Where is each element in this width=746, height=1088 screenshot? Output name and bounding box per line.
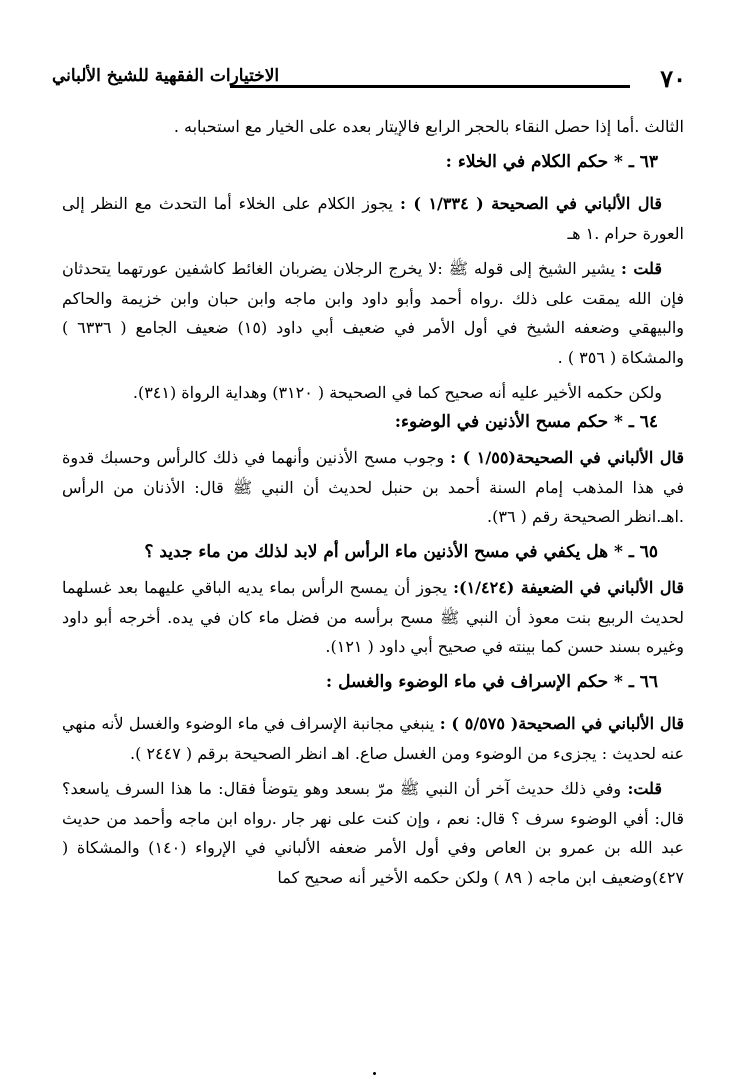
section-heading: ٦٤ ـ * حكم مسح الأذنين في الوضوء: <box>394 411 658 432</box>
paragraph: قلت: وفي ذلك حديث آخر أن النبي ﷺ مرّ بسعد وهو يتوضأ فقال: ما هذا السرف ياسعد؟ قال: أفي الوضوء سرف ؟ قال: نعم ، وإن كنت على نهر جار .رواه ابن ماجه وأحمد من حديث عبد الله بن عمرو بن العاص وفي أول الأمر ضعفه الألباني في الإرواء (١٤٠) والمشكاة ( ٤٢٧)وضعيف ابن ماجه ( ٨٩ ) ولكن حكمه الأخير أنه صحيح كما <box>62 779 684 887</box>
running-title: الاختيارات الفقهية للشيخ الألباني <box>52 66 280 86</box>
paragraph: قال الألباني في الضعيفة (١/٤٢٤): يجوز أن يمسح الرأس بماء يديه الباقي عليهما بعد غسلهما لحديث الربيع بنت معوذ أن النبي ﷺ مسح برأسه من فضل ماء كان في يده. أخرجه أبو داود وغيره بسند حسن كما بينته في صحيح أبي داود ( ١٢١). <box>62 578 684 656</box>
section-heading: ٦٥ ـ * هل يكفي في مسح الأذنين ماء الرأس أم لابد لذلك من ماء جديد ؟ <box>144 541 658 562</box>
paragraph: قال الألباني في الصحيحة ( ١/٣٣٤ ) : يجوز الكلام على الخلاء أما التحدث مع النظر إلى العورة حرام .١ هـ <box>62 194 684 243</box>
section-heading: ٦٦ ـ * حكم الإسراف في ماء الوضوء والغسل : <box>325 671 658 692</box>
section-heading: ٦٣ ـ * حكم الكلام في الخلاء : <box>445 151 658 172</box>
paragraph: الثالث .أما إذا حصل النقاء بالحجر الرابع فالإيتار بعده على الخيار مع استحبابه . <box>173 117 684 136</box>
paragraph: قلت : يشير الشيخ إلى قوله ﷺ :لا يخرج الرجلان يضربان الغائط كاشفين عورتهما يتحدثان فإن الله يمقت على ذلك .رواه أحمد وأبو داود وابن ماجه وابن حبان وابن خزيمة والحاكم والبيهقي وضعفه الشيخ في أول الأمر في ضعيف أبي داود (١٥) ضعيف الجامع ( ٦٣٣٦ ) والمشكاة ( ٣٥٦ ) . <box>62 259 685 367</box>
paragraph: قال الألباني في الصحيحة( ٥/٥٧٥ ) : ينبغي مجانبة الإسراف في ماء الوضوء والغسل لأنه منهي عنه لحديث : يجزىء من الوضوء ومن الغسل صاع. اهـ انظر الصحيحة برقم ( ٢٤٤٧ ). <box>62 714 684 763</box>
page-body <box>62 112 684 892</box>
paragraph: ولكن حكمه الأخير عليه أنه صحيح كما في الصحيحة ( ٣١٢٠) وهداية الرواة (٣٤١). <box>132 383 662 402</box>
header-rule <box>230 85 630 88</box>
paragraph: قال الألباني في الصحيحة(١/٥٥ ) : وجوب مسح الأذنين وأنهما في ذلك كالرأس وحسبك قدوة في هذا المذهب إمام السنة أحمد بن حنبل لحديث أن النبي ﷺ قال: الأذنان من الرأس .اهـ.انظر الصحيحة رقم ( ٣٦). <box>62 448 685 526</box>
page-header <box>52 58 686 98</box>
page-number: ٧٠ <box>660 64 686 93</box>
scan-dot <box>373 1072 376 1075</box>
